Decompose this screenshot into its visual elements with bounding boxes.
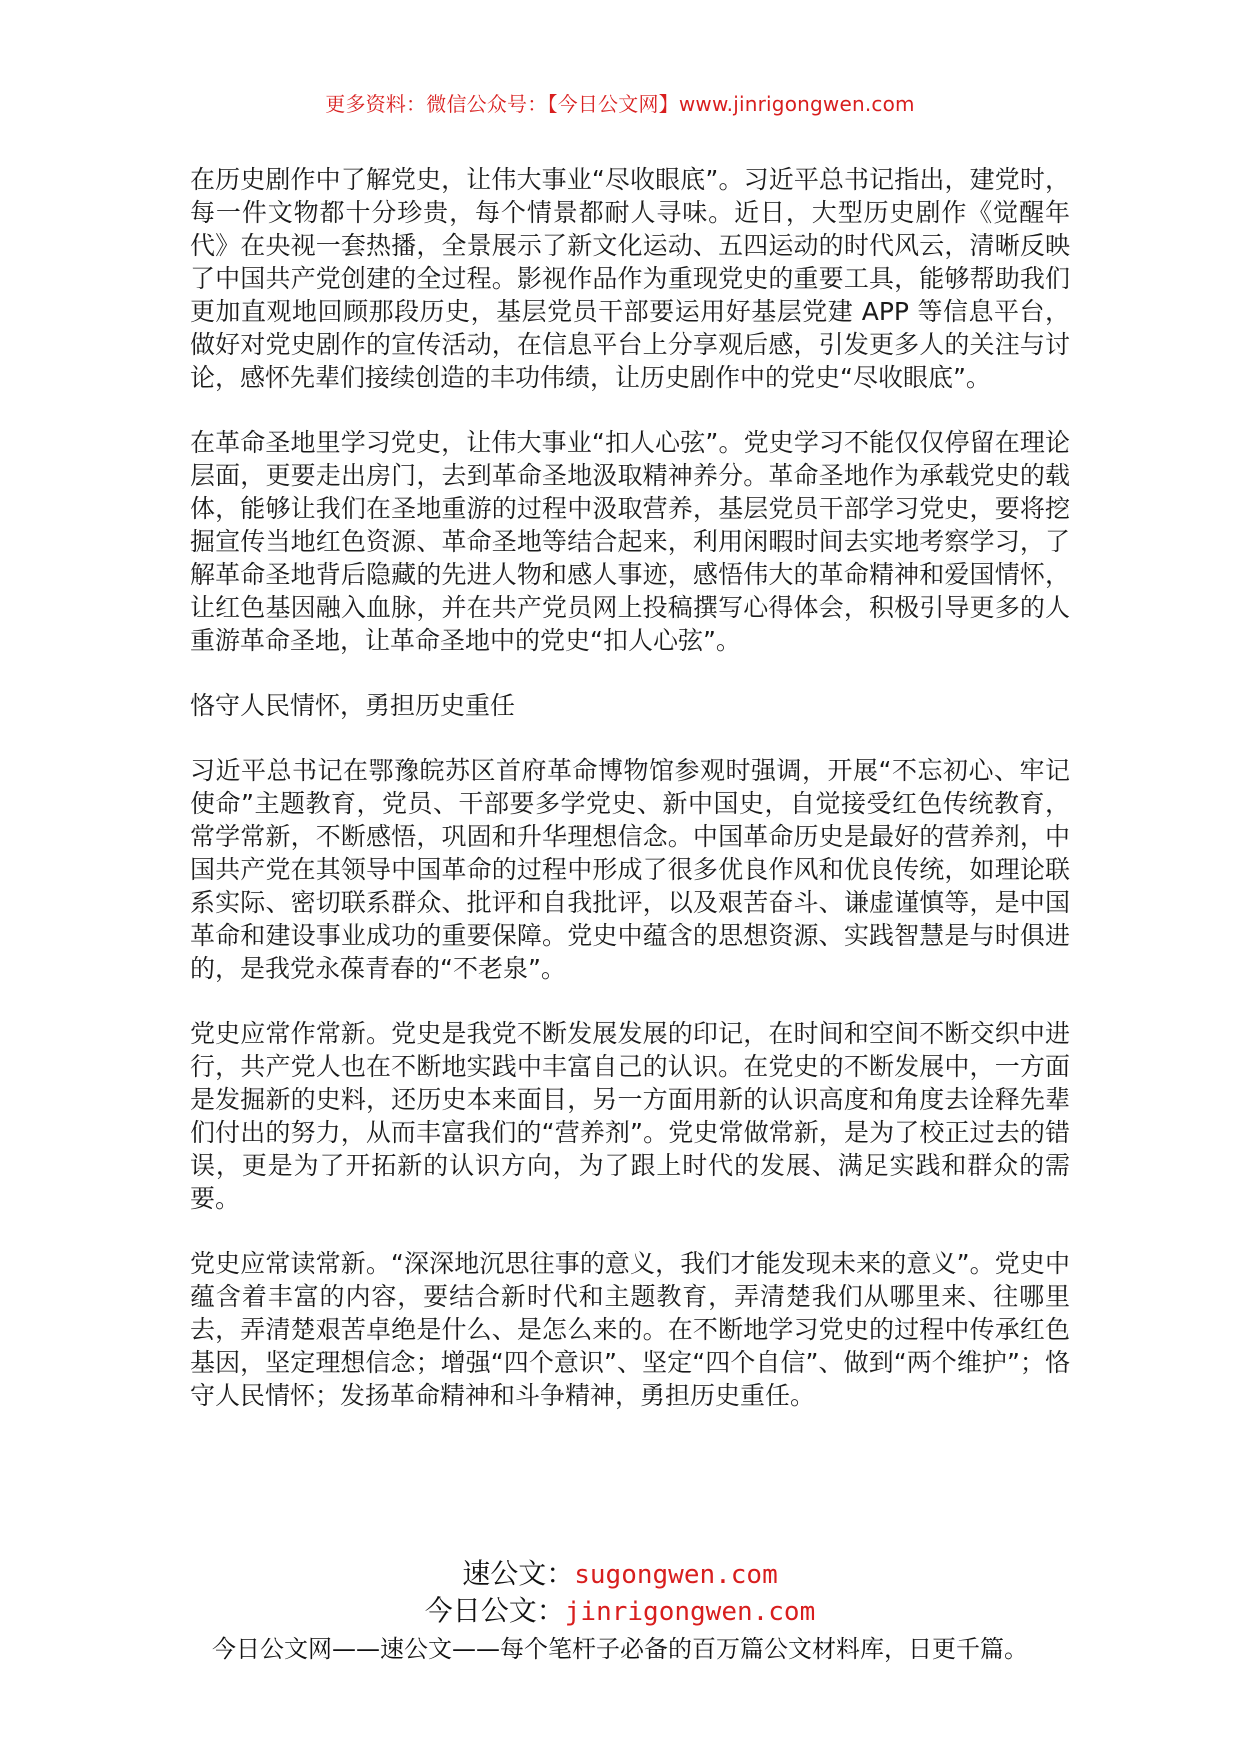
paragraph-revolutionary-sites: 在革命圣地里学习党史，让伟大事业“扣人心弦”。党史学习不能仅仅停留在理论层面，更要走出房门，去到革命圣地汲取精神养分。革命圣地作为承载党史的载体，能够让我们在圣地重游的过程中汲取营养，基层党员干部学习党史，要将挖掘宣传当地红色资源、革命圣地等结合起来，利用闲暇时间去实地考察学习，了解革命圣地背后隐藏的先进人物和感人事迹，感悟伟大的革命精神和爱国情怀，让红色基因融入血脉，并在共产党员网上投稿撰写心得体会，积极引导更多的人重游革命圣地，让革命圣地中的党史“扣人心弦”。 bbox=[190, 428, 1070, 655]
document-body bbox=[190, 163, 1070, 1444]
footer-label-jinrigongwen: 今日公文： bbox=[424, 1594, 565, 1627]
paragraph-always-new: 党史应常作常新。党史是我党不断发展发展的印记，在时间和空间不断交织中进行，共产党人也在不断地实践中丰富自己的认识。在党史的不断发展中，一方面是发掘新的史料，还历史本来面目，另一方面用新的认识高度和角度去诠释先辈们付出的努力，从而丰富我们的“营养剂”。党史常做常新，是为了校正过去的错误，更是为了开拓新的认识方向，为了跟上时代的发展、满足实践和群众的需要。 bbox=[190, 1019, 1070, 1213]
footer-link-jinrigongwen[interactable]: jinrigongwen.com bbox=[564, 1597, 816, 1627]
header-banner: 更多资料：微信公众号：【今日公文网】www.jinrigongwen.com bbox=[325, 92, 915, 116]
paragraph-read-often: 党史应常读常新。“深深地沉思往事的意义，我们才能发现未来的意义”。党史中蕴含着丰富的内容，要结合新时代和主题教育，弄清楚我们从哪里来、往哪里去，弄清楚艰苦卓绝是什么、是怎么来的。在不断地学习党史的过程中传承红色基因，坚定理想信念；增强“四个意识”、坚定“四个自信”、做到“两个维护”；恪守人民情怀；发扬革命精神和斗争精神，勇担历史重任。 bbox=[190, 1249, 1070, 1410]
footer-line-jinrigongwen bbox=[0, 1593, 1240, 1630]
section-heading: 恪守人民情怀，勇担历史重任 bbox=[190, 691, 516, 720]
footer-line-sugongwen bbox=[0, 1556, 1240, 1593]
paragraph-drama: 在历史剧作中了解党史，让伟大事业“尽收眼底”。习近平总书记指出，建党时，每一件文物都十分珍贵，每个情景都耐人寻味。近日，大型历史剧作《觉醒年代》在央视一套热播，全景展示了新文化运动、五四运动的时代风云，清晰反映了中国共产党创建的全过程。影视作品作为重现党史的重要工具，能够帮助我们更加直观地回顾那段历史，基层党员干部要运用好基层党建 APP 等信息平台，做好对党史剧作的宣传活动，在信息平台上分享观后感，引发更多人的关注与讨论，感怀先辈们接续创造的丰功伟绩，让历史剧作中的党史“尽收眼底”。 bbox=[190, 165, 1070, 392]
footer-slogan: 今日公文网——速公文——每个笔杆子必备的百万篇公文材料库，日更千篇。 bbox=[212, 1635, 1028, 1663]
footer-label-sugongwen: 速公文： bbox=[462, 1557, 575, 1590]
footer-link-sugongwen[interactable]: sugongwen.com bbox=[574, 1560, 778, 1590]
footer bbox=[0, 1556, 1240, 1666]
paragraph-museum-visit: 习近平总书记在鄂豫皖苏区首府革命博物馆参观时强调，开展“不忘初心、牢记使命”主题教育，党员、干部要多学党史、新中国史，自觉接受红色传统教育，常学常新，不断感悟，巩固和升华理想信念。中国革命历史是最好的营养剂，中国共产党在其领导中国革命的过程中形成了很多优良作风和优良传统，如理论联系实际、密切联系群众、批评和自我批评，以及艰苦奋斗、谦虚谨慎等，是中国革命和建设事业成功的重要保障。党史中蕴含的思想资源、实践智慧是与时俱进的，是我党永葆青春的“不老泉”。 bbox=[190, 756, 1070, 983]
